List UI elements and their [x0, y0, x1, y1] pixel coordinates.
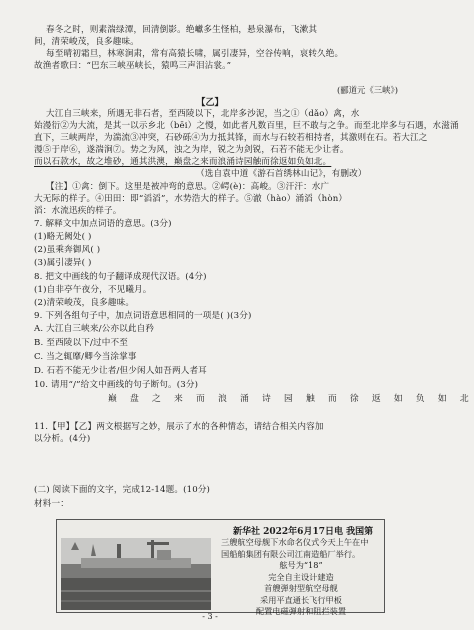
text-line: 11.【甲】【乙】两文根据写之妙，展示了水的各种情态，请结合相关内容加 [34, 422, 324, 432]
text-line: (二) 阅读下面的文字，完成12-14题。(10分) [34, 485, 211, 495]
text-line: 【注】①禽：倒下。这里是被冲弯的意思。②崿(è)：高峻。③汗汗：水广 [46, 182, 330, 192]
text-line: (2)清荣峻茂，良多趣味。 [34, 298, 135, 308]
text-line: 始漫衍②为大流，是其一以示乡北（bēi）之慢，如此者凡数百里，巨不敢与之争。而至北岸多与石遇，水滋涌 [34, 121, 459, 131]
text-line: 以分析。(4分) [34, 434, 91, 444]
page-number: - 3 - [202, 612, 218, 621]
text-line: 春冬之时，则素湍绿潭，回清倒影。绝巘多生怪柏，悬泉瀑布，飞漱其 [46, 25, 318, 35]
news-line: 舷号为“18” [279, 560, 323, 570]
text-line: B. 至西陵以下/过中不至 [34, 338, 128, 348]
text-line: 材料一： [34, 499, 69, 509]
news-line: 首艘弹射型航空母舰 [264, 583, 338, 593]
text-line: 8. 把文中画线的句子翻译成现代汉语。(4分) [34, 272, 207, 282]
text-line: (1)自非亭午夜分，不见曦月。 [34, 285, 152, 295]
aircraft-carrier-photo [61, 538, 211, 610]
text-line: A. 大江自三峡来/公亦以此自矜 [34, 324, 155, 334]
news-body [221, 537, 381, 618]
text-line: D. 石若不能无少让者/但少闲人如吾两人者耳 [34, 366, 207, 376]
news-line: 国船舶集团有限公司江南造船厂举行。 [221, 548, 361, 559]
text-line: （选自袁中道《游石首绣林山记》，有删改） [196, 169, 367, 179]
source-jia: (郦道元《三峡》) [337, 85, 398, 95]
news-line: 配置电磁弹射和阻拦装置 [255, 606, 347, 616]
text-line: (1)略无阙处( ) [34, 232, 92, 242]
news-line: 三艘航空母舰下水命名仪式今天上午在中 [221, 537, 369, 547]
text-line: 滔：水流迅疾的样子。 [34, 206, 122, 216]
text-line: 7. 解释文中加点词语的意思。(3分) [34, 219, 172, 229]
text-line: 每至晴初霜旦，林寒涧肃，常有高猿长啸，属引凄异，空谷传响，哀转久绝。 [46, 49, 344, 59]
text-line: 故渔者歌曰：“巴东三峡巫峡长，猿鸣三声泪沾裳。” [34, 61, 232, 71]
text-line: 直下，三峡两岸，为湍流③冲突，石砂砾④为力抵其锋，而水与石较若相持者，其激则在石。若大江之 [34, 133, 428, 143]
text-line: (3)属引凄异( ) [34, 258, 92, 268]
text-line: (2)虽乘奔御风( ) [34, 245, 101, 255]
text-line: 10. 请用“/”给文中画线的句子断句。(3分) [34, 380, 199, 390]
news-header: 新华社 2022年6月17日电 我国第 [233, 527, 374, 537]
text-line: 大江自三峡来，所遇无非石者，至西陵以下，北岸多沙泥，当之①（dǎo）禽，水 [46, 109, 360, 119]
text-line: 9. 下列各组句子中，加点词语意思相同的一项是( )(3分) [34, 311, 252, 321]
section-yi-heading: 【乙】 [196, 98, 224, 108]
text-line: 而以石款水，故之堆砂，通其洪澳，巅盘之来而浪涌诗园触而徐返如负如北。 [34, 157, 332, 167]
text-line: C. 当之辄靡/卿今当涂掌事 [34, 352, 137, 362]
text-line: 大无际的样子。④田田：即“滔滔”，水势浩大的样子。⑤澈（hào）涌滔（hòn） [34, 194, 348, 204]
text-line: 漫⑤于岸⑥，遂湍涧⑦。势之为风，浊之为岸，锐之为剑锐，石若不能无少让者。 [34, 145, 349, 155]
news-line: 完全自主设计建造 [268, 571, 334, 582]
news-card [56, 519, 385, 616]
q10-sentence: 巅 盘 之 来 而 浪 涌 诗 园 触 而 徐 返 如 负 如 北 [108, 394, 474, 404]
text-line: 间，清荣峻茂，良多趣味。 [34, 37, 139, 47]
news-line: 采用平直通长飞行甲板 [260, 594, 342, 605]
